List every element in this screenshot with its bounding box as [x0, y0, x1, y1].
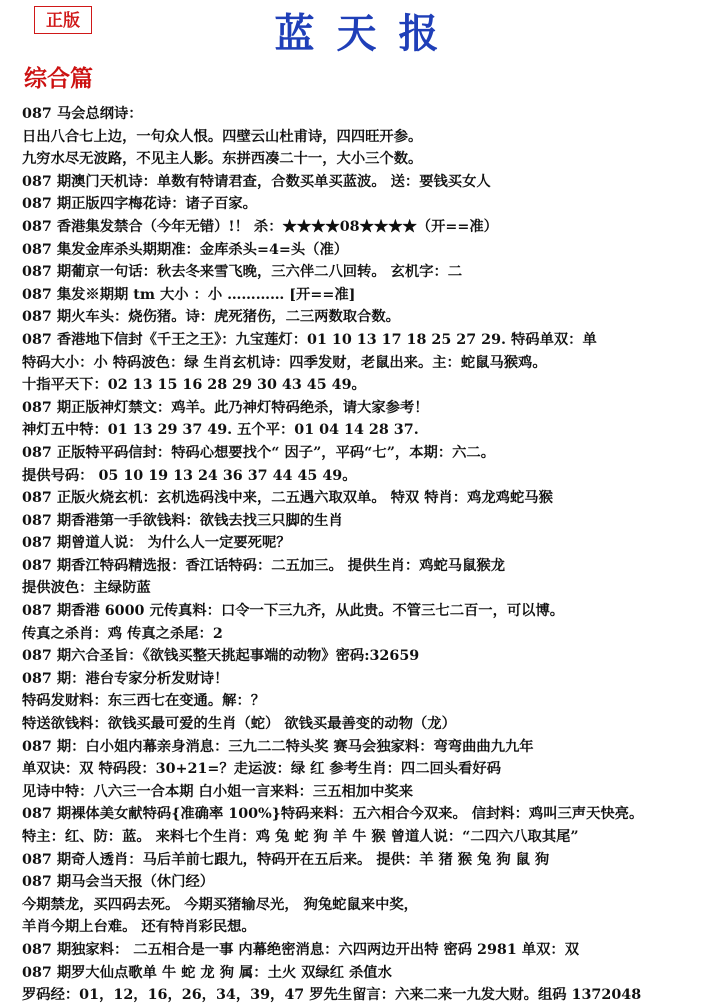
- text-line: 今期禁龙，买四码去死。 今期买猪输尽光， 狗兔蛇鼠来中奖，: [22, 896, 418, 913]
- text-line: 087 香港地下信封《千王之王》：九宝莲灯：01 10 13 17 18 25 27 29. 特码单双：单: [22, 331, 597, 348]
- text-line: 087 期曾道人说： 为什么人一定要死呢？: [22, 535, 291, 552]
- text-line: 087 期正版四字梅花诗：诸子百家。: [22, 196, 257, 213]
- text-line: 罗码经：01，12，16，26，34，39，47 罗先生留言：六来二来一九发大财。组码 1372048: [22, 987, 642, 1004]
- text-line: 087 期香港第一手欲钱料：欲钱去找三只脚的生肖: [22, 512, 343, 529]
- text-line: 087 期独家料： 二五相合是一事 内幕绝密消息：六四两边开出特 密码 2981 单双：双: [22, 941, 579, 958]
- text-line: 特主：红、防：蓝。 来料七个生肖：鸡 兔 蛇 狗 羊 牛 猴 曾道人说：“二四六八取其尾”: [22, 829, 579, 845]
- text-line: 传真之杀肖：鸡 传真之杀尾：2: [22, 625, 223, 642]
- page-title: 蓝天报: [274, 11, 461, 57]
- text-line: 羊肖今期上台难。 还有特肖彩民想。: [22, 919, 256, 936]
- text-lines: [22, 103, 702, 1007]
- text-line: 087 期：白小姐内幕亲身消息：三九二二特头奖 赛马会独家料：弯弯曲曲九九年: [22, 738, 534, 755]
- text-line: 087 期马会当天报（休门经）: [22, 874, 215, 891]
- text-line: 087 期正版神灯禁文：鸡羊。此乃神灯特码绝杀，请大家参考！: [22, 399, 429, 416]
- text-line: 087 正版特平码信封：特码心想要找个“ 因子”，平码“七”，本期：六二。: [22, 444, 496, 461]
- text-line: 提供波色：主绿防蓝: [22, 580, 151, 597]
- text-line: 日出八合七上边，一句众人恨。四壁云山杜甫诗，四四旺开参。: [22, 128, 423, 145]
- text-line: 087 期澳门天机诗：单数有特请君查，合数买单买蓝波。 送：要钱买女人: [22, 173, 491, 190]
- text-line: 087 期裸体美女献特码{准确率 100%}特码来料：五六相合今双来。 信封料：鸡叫三声天快亮。: [22, 806, 644, 823]
- text-line: 087 期香港 6000 元传真料：口令一下三九齐，从此贵。不管三七二百一，可以博。: [22, 603, 565, 620]
- text-line: 见诗中特：八六三一合本期 白小姐一言来料：三五相加中奖来: [22, 783, 413, 800]
- text-line: 特码发财料：东三西七在变通。解：？: [22, 693, 266, 710]
- text-line: 087 期：港台专家分析发财诗！: [22, 670, 229, 687]
- text-line: 087 期罗大仙点歌单 牛 蛇 龙 狗 属：土火 双绿红 杀值水: [22, 964, 392, 981]
- text-line: 087 期葡京一句话：秋去冬来雪飞晚，三六伴二八回转。 玄机字：二: [22, 264, 463, 281]
- text-line: 087 香港集发禁合（今年无错）!！ 杀：★★★★08★★★★（开==准）: [22, 218, 498, 235]
- text-line: 十指平天下：02 13 15 16 28 29 30 43 45 49。: [22, 377, 366, 394]
- text-line: 提供号码： 05 10 19 13 24 36 37 44 45 49。: [22, 467, 357, 484]
- text-line: 特送欲钱料：欲钱买最可爱的生肖（蛇） 欲钱买最善变的动物（龙）: [22, 716, 456, 733]
- text-line: 087 期奇人透肖：马后羊前七跟九，特码开在五后来。 提供：羊 猪 猴 兔 狗 鼠 狗: [22, 851, 550, 868]
- text-line: 087 集发※期期 tm 大小 ：小 ………… [开==准]: [22, 286, 356, 303]
- text-line: 神灯五中特：01 13 29 37 49. 五个平：01 04 14 28 37.: [22, 422, 419, 439]
- text-line: 九穷水尽无波路，不见主人影。东拼西凑二十一，大小三个数。: [22, 151, 423, 168]
- text-line: 087 正版火烧玄机：玄机选码浅中来，二五遇六取双单。 特双 特肖：鸡龙鸡蛇马猴: [22, 490, 553, 507]
- text-line: 087 马会总纲诗：: [22, 106, 143, 122]
- authentic-badge: 正版: [34, 6, 92, 34]
- text-line: 087 期火车头：烧伤猪。诗：虎死猪伤，二三两数取合数。: [22, 309, 400, 326]
- text-line: 087 期六合圣旨：《欲钱买整天挑起事端的动物》密码:32659: [22, 648, 420, 665]
- text-line: 087 期香江特码精选报：香江话特码：二五加三。 提供生肖：鸡蛇马鼠猴龙: [22, 557, 505, 574]
- text-line: 单双诀：双 特码段：30+21=？走运波：绿 红 参考生肖：四二回头看好码: [22, 761, 501, 778]
- section-title: 综合篇: [24, 66, 93, 92]
- text-line: 特码大小：小 特码波色：绿 生肖玄机诗：四季发财，老鼠出来。主：蛇鼠马猴鸡。: [22, 354, 547, 371]
- text-line: 087 集发金库杀头期期准：金库杀头=4=头（准）: [22, 241, 349, 258]
